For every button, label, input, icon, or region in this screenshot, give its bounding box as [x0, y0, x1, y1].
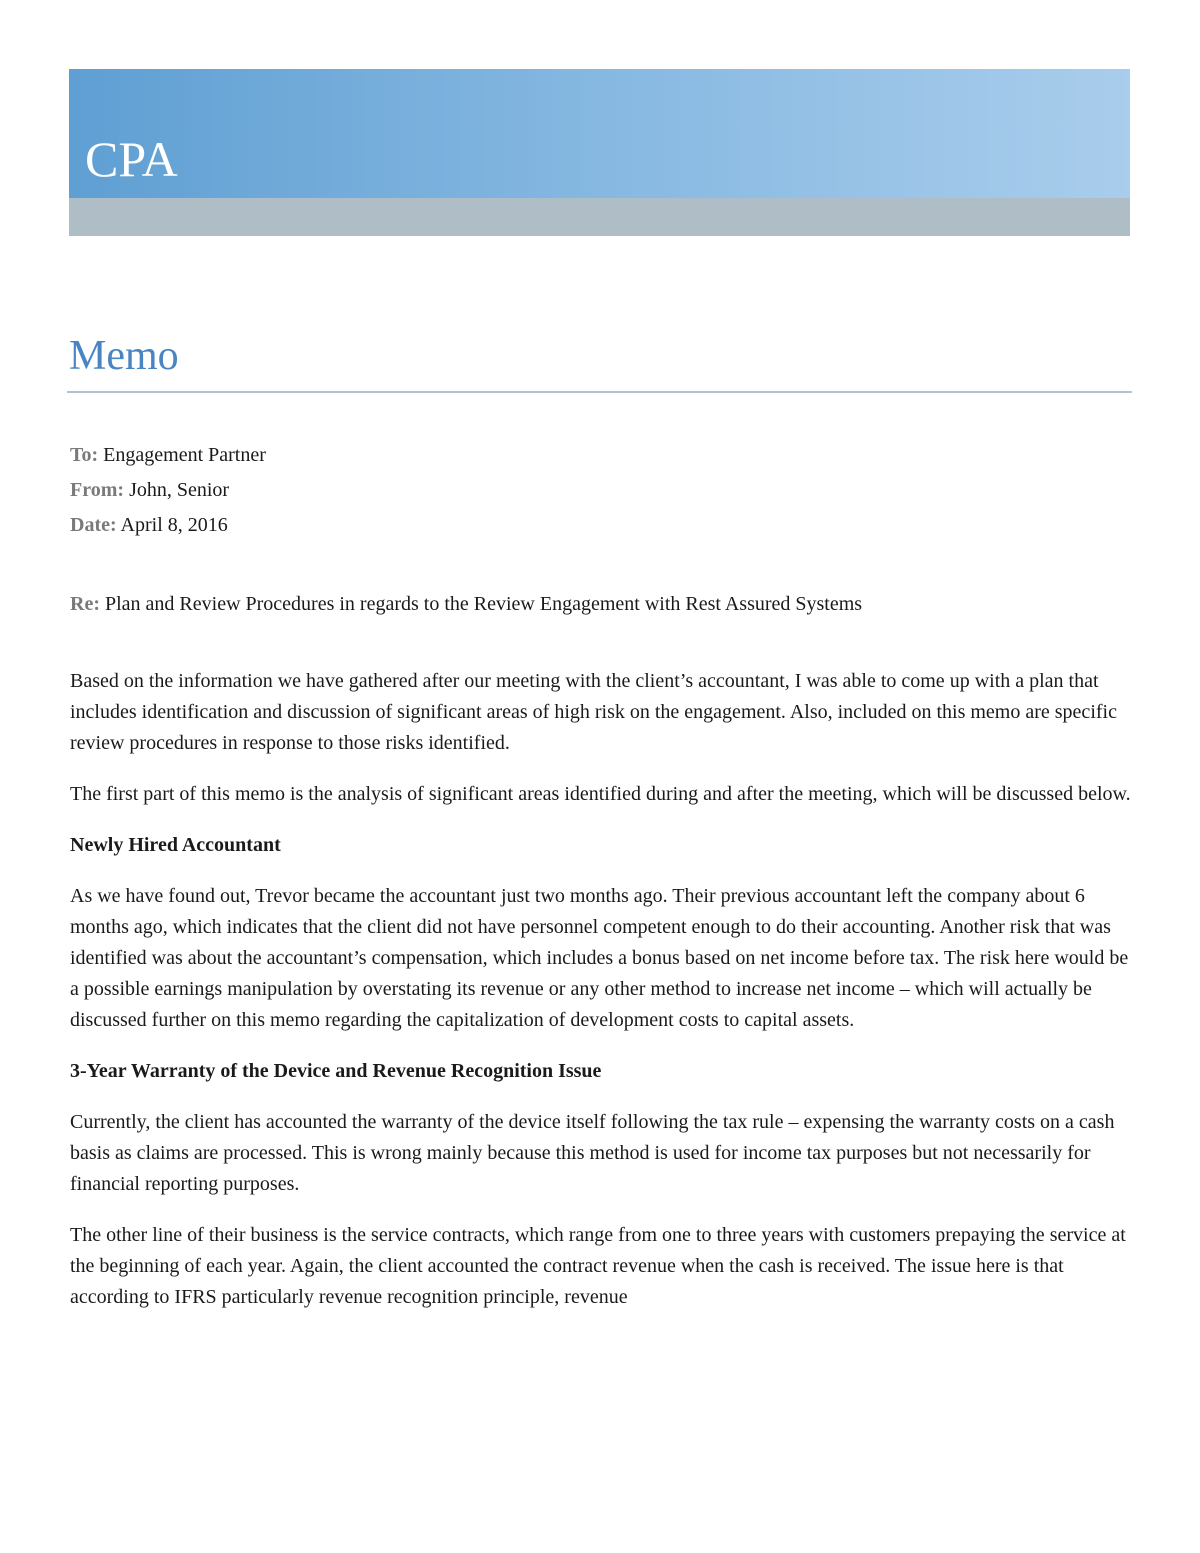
date-line: [70, 510, 266, 545]
header-banner: [69, 69, 1130, 198]
banner-title: CPA: [85, 131, 178, 187]
to-label: To:: [70, 444, 99, 466]
from-line: [70, 475, 266, 510]
body-paragraph: As we have found out, Trevor became the accountant just two months ago. Their previous accountant left the company about 6 months ago, which indicates that the client did not have personnel competent enough to do their accounting. Another risk that was identified was about the accountant’s compensation, which includes a bonus based on net income before tax. The risk here would be a possible earnings manipulation by overstating its revenue or any other method to increase net income – which will actually be discussed further on this memo regarding the capitalization of development costs to capital assets.: [70, 885, 1129, 1031]
body-paragraph: Based on the information we have gathered after our meeting with the client’s accountant, I was able to come up with a plan that includes identification and discussion of significant areas of high risk on the engagement. Also, included on this memo are specific review procedures in response to those risks identified.: [70, 670, 1117, 754]
date-label: Date:: [70, 514, 117, 536]
title-divider: [67, 391, 1132, 393]
memo-header: [70, 440, 266, 545]
section-heading: 3-Year Warranty of the Device and Revenue Recognition Issue: [70, 1060, 602, 1082]
re-label: Re:: [70, 593, 100, 615]
body-paragraph: The other line of their business is the service contracts, which range from one to three years with customers prepaying the service at the beginning of each year. Again, the client accounted the contract revenue when the cash is received. The issue here is that according to IFRS particularly revenue recognition principle, revenue: [70, 1224, 1126, 1308]
memo-title: Memo: [69, 333, 179, 379]
from-value: John, Senior: [129, 479, 230, 501]
banner-accent-bar: [69, 198, 1130, 236]
to-value: Engagement Partner: [103, 444, 266, 466]
from-label: From:: [70, 479, 125, 501]
re-value: Plan and Review Procedures in regards to the Review Engagement with Rest Assured Systems: [104, 593, 863, 615]
memo-body: [70, 666, 1135, 1333]
date-value: April 8, 2016: [120, 514, 228, 536]
section-heading: Newly Hired Accountant: [70, 834, 281, 856]
body-paragraph: Currently, the client has accounted the warranty of the device itself following the tax rule – expensing the warranty costs on a cash basis as claims are processed. This is wrong mainly because this method is used for income tax purposes but not necessarily for financial reporting purposes.: [70, 1111, 1115, 1195]
re-line: [70, 589, 862, 619]
body-paragraph: The first part of this memo is the analysis of significant areas identified during and after the meeting, which will be discussed below.: [70, 783, 1131, 805]
to-line: [70, 440, 266, 475]
